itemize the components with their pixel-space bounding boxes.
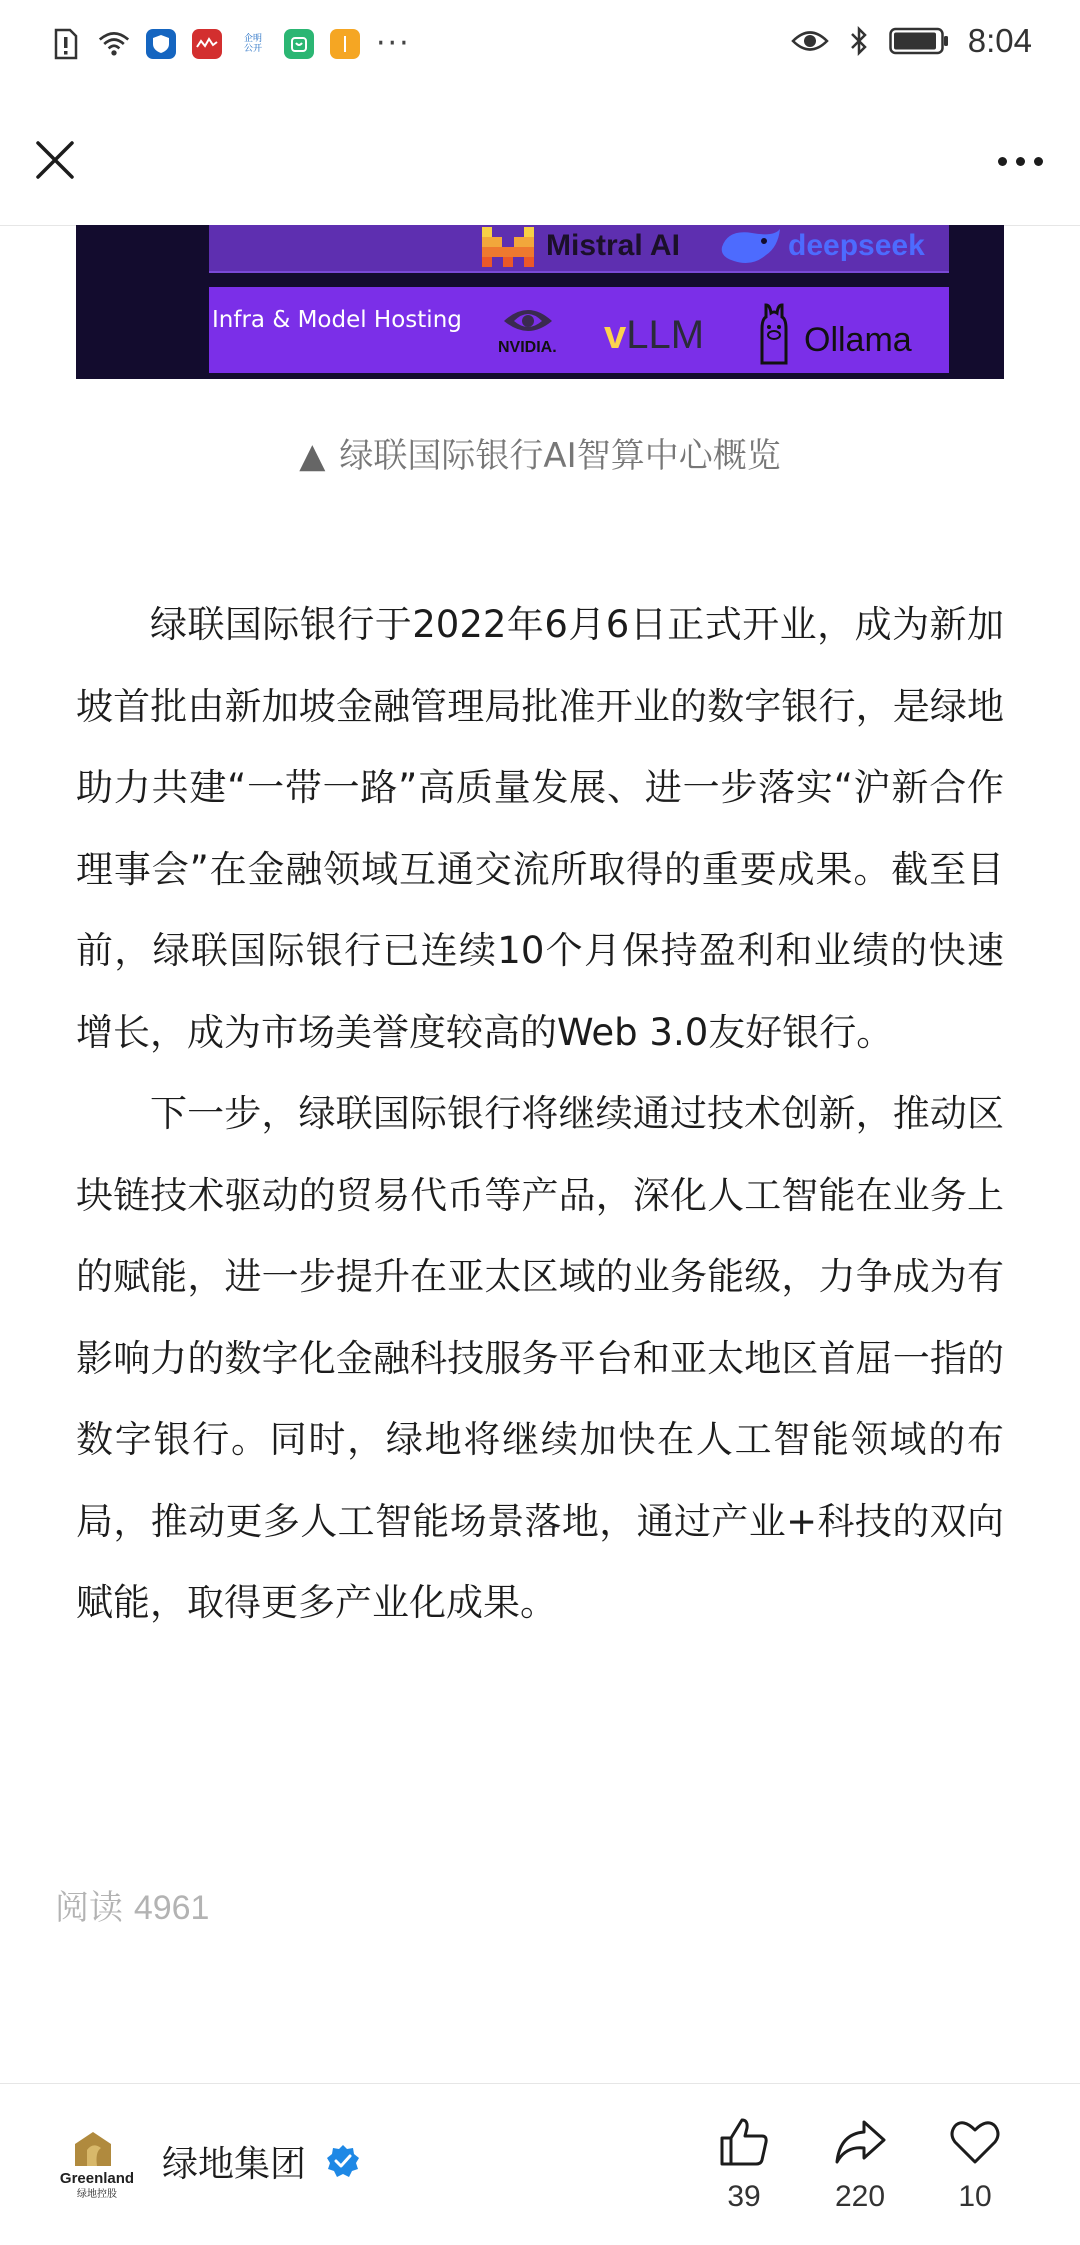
- nvidia-brand: [498, 301, 588, 361]
- small-text-app-icon: 企明 公开: [238, 29, 268, 59]
- nvidia-eye-icon: [498, 301, 558, 339]
- ollama-llama-icon: [752, 303, 796, 365]
- close-button[interactable]: [30, 135, 80, 185]
- mistral-brand: Mistral AI: [546, 229, 680, 262]
- verified-badge-icon: [326, 2144, 360, 2178]
- read-count-value: 4961: [133, 1889, 210, 1927]
- bottom-bar: [0, 2083, 1080, 2245]
- title-bar: [0, 100, 1080, 226]
- article-image[interactable]: [76, 225, 1004, 379]
- green-app-icon: [284, 29, 314, 59]
- svg-text:绿地控股: 绿地控股: [77, 2189, 117, 2200]
- more-button[interactable]: [990, 138, 1050, 184]
- nvidia-text: NVIDIA.: [498, 339, 557, 356]
- article-paragraph: 绿联国际银行于2022年6月6日正式开业，成为新加坡首批由新加坡金融管理局批准开业的数字银行，是绿地助力共建“一带一路”高质量发展、进一步落实“沪新合作理事会”在金融领域互通交流所取得的重要成果。截至目前，绿联国际银行已连续10个月保持盈利和业绩的快速增长，成为市场美誉度较高的Web 3.0友好银行。: [76, 603, 1004, 1054]
- like-button[interactable]: [694, 2114, 794, 2214]
- status-time: 8:04: [967, 22, 1032, 59]
- favorite-button[interactable]: [925, 2114, 1025, 2214]
- deepseek-brand: deepseek: [788, 229, 925, 262]
- deepseek-whale-icon: [718, 225, 788, 271]
- article-body: [76, 584, 1004, 1644]
- more-dot-icon: [998, 157, 1007, 166]
- image-caption: [0, 428, 1080, 477]
- infra-label: Infra & Model Hosting: [212, 307, 462, 333]
- more-dot-icon: [1034, 157, 1043, 166]
- more-notifications-icon: ···: [376, 26, 411, 61]
- close-icon: [30, 135, 80, 185]
- wifi-icon: [98, 28, 130, 60]
- share-count: 220: [834, 2180, 886, 2213]
- thumbs-up-icon: [716, 2114, 772, 2170]
- shield-app-icon: [146, 29, 176, 59]
- status-right-icons: [790, 22, 1032, 60]
- like-count: 39: [727, 2180, 761, 2213]
- alert-icon: [50, 28, 82, 60]
- share-arrow-icon: [832, 2114, 888, 2170]
- mistral-logo-icon: [480, 227, 536, 267]
- svg-text:Greenland: Greenland: [59, 2170, 135, 2187]
- greenland-logo-icon: [55, 2126, 139, 2200]
- orange-app-icon: [330, 29, 360, 59]
- caption-text: 绿联国际银行AI智算中心概览: [339, 436, 781, 476]
- heart-icon: [947, 2114, 1003, 2170]
- eye-icon: [790, 25, 830, 57]
- read-count: [55, 1880, 209, 1929]
- vllm-brand: vLLM: [604, 313, 705, 357]
- read-count-label: 阅读: [55, 1888, 123, 1928]
- article-paragraph: 下一步，绿联国际银行将继续通过技术创新，推动区块链技术驱动的贸易代币等产品，深化人工智能在业务上的赋能，进一步提升在亚太区域的业务能级，力争成为有影响力的数字化金融科技服务平台和亚太地区首屈一指的数字银行。同时，绿地将继续加快在人工智能领域的布局，推动更多人工智能场景落地，通过产业+科技的双向赋能，取得更多产业化成果。: [76, 1092, 1004, 1624]
- status-bar: [0, 0, 1080, 100]
- account-name[interactable]: 绿地集团: [162, 2144, 307, 2185]
- account-avatar[interactable]: [55, 2126, 139, 2200]
- ollama-brand: Ollama: [804, 321, 912, 359]
- bluetooth-icon: [848, 25, 870, 57]
- news-app-icon: [192, 29, 222, 59]
- favorite-count: 10: [958, 2180, 992, 2213]
- caption-triangle-icon: ▲: [299, 436, 326, 476]
- more-dot-icon: [1016, 157, 1025, 166]
- battery-icon: [888, 25, 950, 57]
- share-button[interactable]: [810, 2114, 910, 2214]
- status-left-icons: [50, 28, 411, 60]
